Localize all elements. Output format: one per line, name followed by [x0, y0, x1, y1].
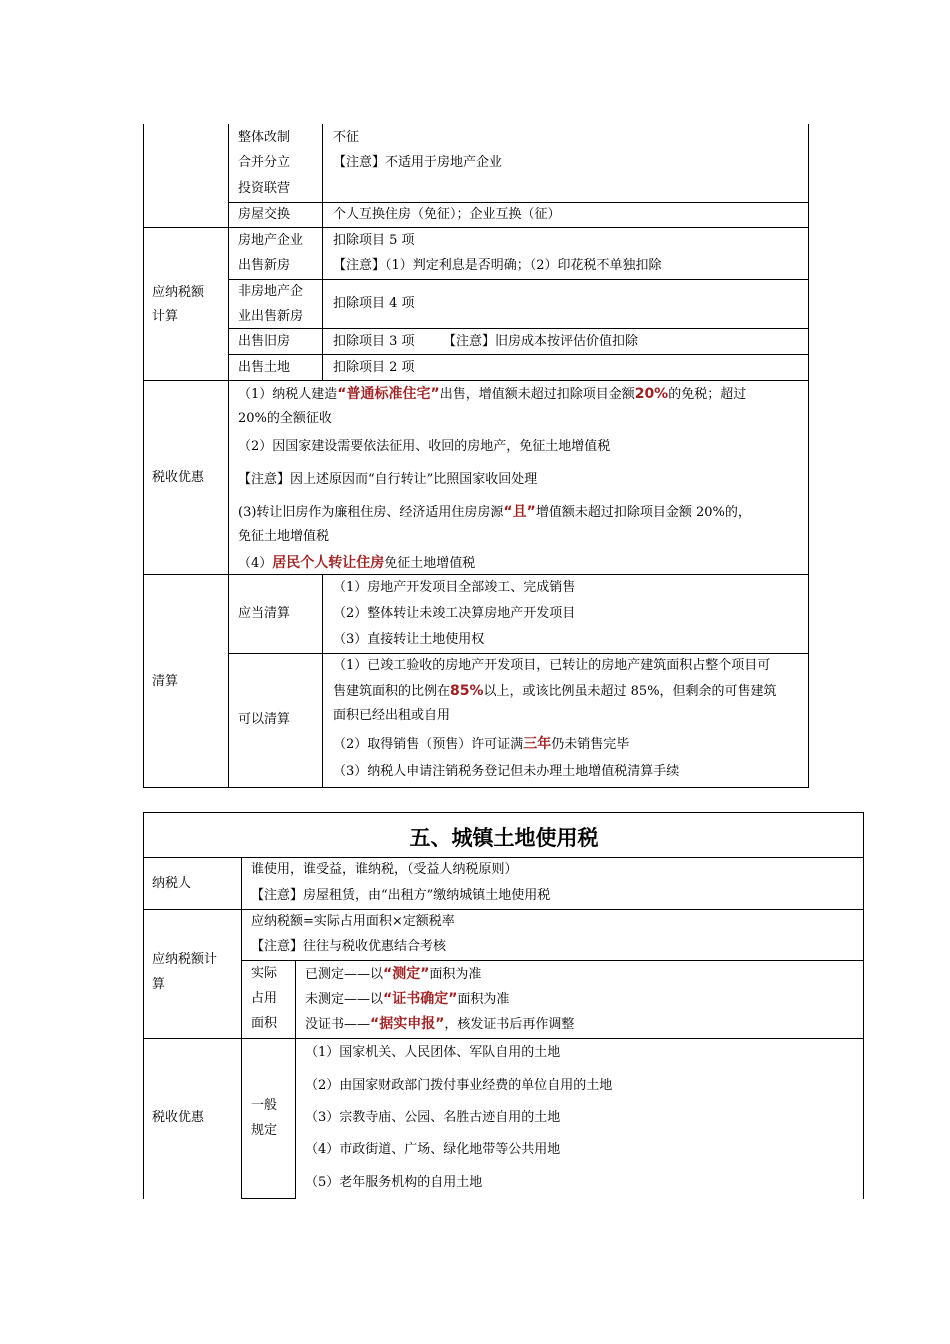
- exchange-value: 个人互换住房（免征）；企业互换（征）: [333, 207, 561, 222]
- preference2-item-3: （3）宗教寺庙、公园、名胜古迹自用的土地: [305, 1110, 561, 1125]
- liquidation-should-item-2: （2）整体转让未竣工决算房地产开发项目: [333, 606, 576, 621]
- calc-r4-label: 出售土地: [238, 360, 291, 375]
- area2-a: 未测定——以: [305, 992, 384, 1007]
- preference-item-2: （2）因国家建设需要依法征用、收回的房地产，免征土地增值税: [238, 439, 611, 454]
- pref3-highlight-and: “且”: [503, 504, 536, 520]
- rebuild-note: 【注意】不适用于房地产企业: [333, 155, 503, 170]
- calc-r3-note: 【注意】旧房成本按评估价值扣除: [443, 334, 639, 349]
- area-label-2: 占用: [251, 991, 278, 1006]
- may1-l2c: 以上，或该比例虽未超过 85%，但剩余的可售建筑: [483, 684, 777, 699]
- pref3-a: (3)转让旧房作为廉租住房、经济适用住房房源: [238, 505, 504, 520]
- may2-c: 仍未销售完毕: [551, 737, 630, 752]
- liquidation-should-label: 应当清算: [238, 606, 291, 621]
- rebuild-item-2: 合并分立: [238, 155, 291, 170]
- preference-item-3: [238, 504, 751, 521]
- preference-item-1: [238, 386, 746, 403]
- calc-section-label-1: 应纳税额: [152, 285, 205, 300]
- calc-r1-label-2: 出售新房: [238, 258, 291, 273]
- area3-c: ，核发证书后再作调整: [444, 1017, 575, 1032]
- preference2-sub-label-1: 一般: [251, 1098, 278, 1113]
- area2-c: 面积为准: [457, 992, 510, 1007]
- area-label-3: 面积: [251, 1016, 278, 1031]
- liquidation-may-label: 可以清算: [238, 712, 291, 727]
- area1-a: 已测定——以: [305, 967, 384, 982]
- calc-section-label-2: 计算: [152, 309, 179, 324]
- taxpayer-line1: 谁使用，谁受益，谁纳税，（受益人纳税原则）: [251, 862, 518, 877]
- may2-a: （2）取得销售（预售）许可证满: [333, 737, 524, 752]
- rebuild-value: 不征: [333, 130, 360, 145]
- liquidation-section-label: 清算: [152, 674, 179, 689]
- preference-item-3-cont: 免征土地增值税: [238, 529, 330, 544]
- calc-r3-line1: 扣除项目 3 项: [333, 334, 415, 349]
- calc-r1-line2: 【注意】（1）判定利息是否明确；（2）印花税不单独扣除: [333, 258, 662, 273]
- may1-highlight-85pct: 85%: [450, 683, 484, 699]
- calc2-label-2: 算: [152, 977, 166, 992]
- rebuild-item-1: 整体改制: [238, 130, 291, 145]
- calc-r2-line1: 扣除项目 4 项: [333, 296, 415, 311]
- area-measured: [305, 966, 481, 983]
- liquidation-may-item-1-l3: 面积已经出租或自用: [333, 708, 451, 723]
- taxpayer-line2: 【注意】房屋租赁，由“出租方”缴纳城镇土地使用税: [251, 888, 551, 903]
- preference2-item-1: （1）国家机关、人民团体、军队自用的土地: [305, 1045, 561, 1060]
- liquidation-may-item-3: （3）纳税人申请注销税务登记但未办理土地增值税清算手续: [333, 764, 680, 779]
- pref1-highlight-standard-housing: “普通标准住宅”: [337, 386, 440, 402]
- preference2-label: 税收优惠: [152, 1110, 205, 1125]
- preference-note: 【注意】因上述原因而“自行转让”比照国家收回处理: [238, 472, 538, 487]
- rebuild-item-3: 投资联营: [238, 181, 291, 196]
- calc-r2-label-2: 业出售新房: [238, 309, 304, 324]
- liquidation-should-item-1: （1）房地产开发项目全部竣工、完成销售: [333, 580, 576, 595]
- liquidation-may-item-2: [333, 736, 629, 753]
- pref1-highlight-20pct: 20%: [634, 386, 669, 402]
- area2-highlight: “证书确定”: [383, 991, 458, 1007]
- preference-item-4: [238, 555, 475, 572]
- calc-r4-line1: 扣除项目 2 项: [333, 360, 415, 375]
- pref4-a: （4）: [238, 556, 273, 571]
- area-label-1: 实际: [251, 966, 278, 981]
- area-no-certificate: [305, 1016, 574, 1033]
- preference2-item-4: （4）市政街道、广场、绿化地带等公共用地: [305, 1142, 561, 1157]
- liquidation-may-item-1-l2: [333, 683, 777, 700]
- calc-r1-label-1: 房地产企业: [238, 233, 304, 248]
- area3-a: 没证书——: [305, 1017, 371, 1032]
- taxpayer-label: 纳税人: [152, 876, 192, 891]
- pref1-c: 出售，增值额未超过扣除项目金额: [439, 387, 635, 402]
- pref4-highlight-resident: 居民个人转让住房: [272, 555, 385, 571]
- preference-item-1-cont: 20%的全额征收: [238, 411, 332, 426]
- calc2-line2: 【注意】往往与税收优惠结合考核: [251, 939, 447, 954]
- area3-highlight: “据实申报”: [370, 1016, 445, 1032]
- preference2-item-2: （2）由国家财政部门拨付事业经费的单位自用的土地: [305, 1078, 613, 1093]
- liquidation-may-item-1-l1: （1）已竣工验收的房地产开发项目，已转让的房地产建筑面积占整个项目可: [333, 658, 771, 673]
- area1-c: 面积为准: [429, 967, 482, 982]
- may2-highlight-three-years: 三年: [523, 736, 552, 752]
- pref3-c: 增值额未超过扣除项目金额 20%的，: [535, 505, 751, 520]
- may1-l2a: 售建筑面积的比例在: [333, 684, 451, 699]
- pref1-a: （1）纳税人建造: [238, 387, 338, 402]
- calc-r1-line1: 扣除项目 5 项: [333, 233, 415, 248]
- preference2-sub-label-2: 规定: [251, 1123, 278, 1138]
- area1-highlight: “测定”: [383, 966, 430, 982]
- preference-section-label: 税收优惠: [152, 470, 205, 485]
- calc-r2-label-1: 非房地产企: [238, 284, 304, 299]
- section-title: 五、城镇土地使用税: [409, 826, 599, 850]
- exchange-label: 房屋交换: [238, 207, 291, 222]
- calc-r3-label: 出售旧房: [238, 334, 291, 349]
- calc2-label-1: 应纳税额计: [152, 952, 218, 967]
- calc2-line1: 应纳税额=实际占用面积×定额税率: [251, 914, 455, 929]
- area-unmeasured: [305, 991, 509, 1008]
- pref1-e: 的免税；超过: [668, 387, 747, 402]
- liquidation-should-item-3: （3）直接转让土地使用权: [333, 632, 485, 647]
- pref4-c: 免征土地增值税: [384, 556, 476, 571]
- preference2-item-5: （5）老年服务机构的自用土地: [305, 1175, 483, 1190]
